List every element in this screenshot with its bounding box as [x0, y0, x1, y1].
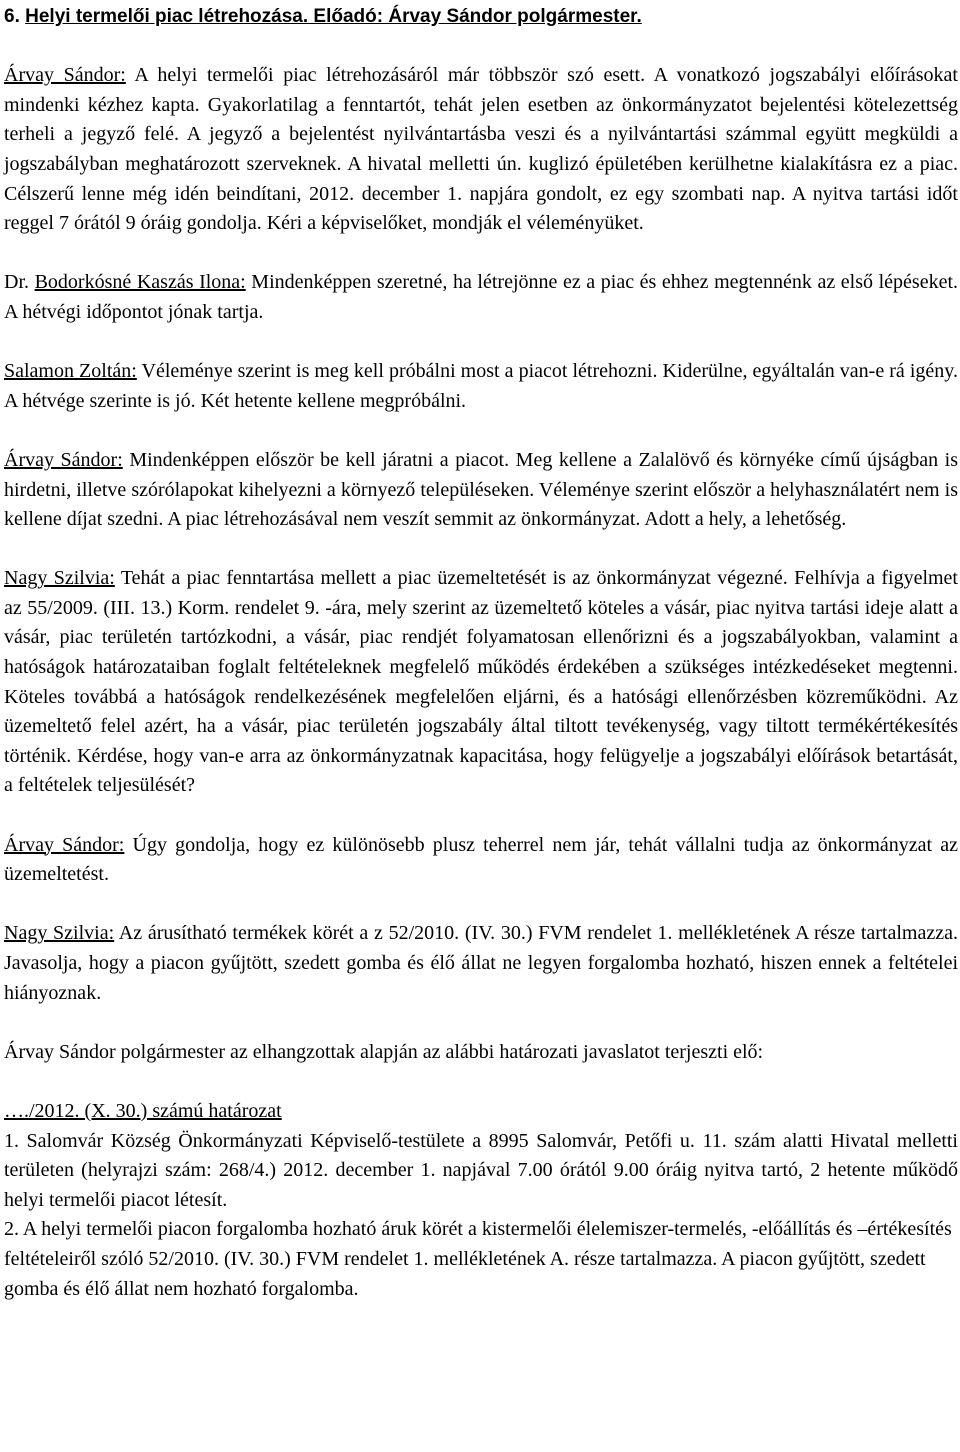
paragraph-salamon — [4, 357, 958, 416]
speaker-name: Bodorkósné Kaszás Ilona: — [34, 271, 246, 294]
speaker-name: Árvay Sándor: — [4, 448, 123, 471]
paragraph-text: Mindenképpen szeretné, ha létrejönne ez a piac és ehhez megtennénk az első lépéseket. A hétvégi időpontot jónak tartja. — [4, 271, 959, 323]
speaker-name: Árvay Sándor: — [4, 833, 125, 856]
paragraph-arvay-2 — [4, 446, 958, 535]
paragraph-bodorkosne — [4, 268, 958, 327]
agenda-number: 6. — [4, 6, 26, 27]
resolution-title — [4, 1097, 958, 1127]
agenda-heading — [4, 2, 958, 32]
paragraph-arvay-3 — [4, 831, 958, 890]
paragraph-text: A helyi termelői piac létrehozásáról már többször szó esett. A vonatkozó jogszabályi előírásokat mindenki kézhez kapta. Gyakorlatilag a fenntartót, tehát jelen esetben az önkormányzatot bejelentési kötelezettség terheli a jegyző felé. A jegyző a bejelentést nyilvántartásba veszi és a nyilvántartási számmal együtt megküldi a jogszabályban meghatározott szerveknek. A hivatal melletti ún. kuglizó épületében kerülhetne kialakításra ez a piac. Célszerű lenne még idén beindítani, 2012. december 1. napjára gondolt, ez egy szombati nap. A nyitva tartási időt reggel 7 órától 9 óráig gondolja. Kéri a képviselőket, mondják el véleményüket. — [4, 64, 958, 235]
speaker-prefix: Dr. — [4, 271, 35, 294]
paragraph-text: Tehát a piac fenntartása mellett a piac üzemeltetését is az önkormányzat végezné. Felhívja a figyelmet az 55/2009. (III. 13.) Korm. rendelet 9. -ára, mely szerint az üzemeltető köteles a vásár, piac nyitva tartási ideje alatt a vásár, piac területén tartózkodni, a vásár, piac rendjét folyamatosan ellenőrizni és a jogszabályokban, valamint a hatóságok határozataiban foglalt feltételeknek megfelelő működés érdekében a szükséges intézkedéseket megtenni. Köteles továbbá a hatóságok rendelkezésének megfelelően eljárni, és a hatósági ellenőrzésben közreműködni. Az üzemeltető felel azért, ha a vásár, piac területén jogszabály által tiltott tevékenység, vagy tiltott termékértékesítés történik. Kérdése, hogy van-e arra az önkormányzatnak kapacitása, hogy felügyelje a jogszabályi előírások betartását, a feltételek teljesülését? — [4, 567, 958, 797]
paragraph-text: Véleménye szerint is meg kell próbálni most a piacot létrehozni. Kiderülne, egyáltalán van-e rá igény. A hétvége szerinte is jó. Két hetente kellene megpróbálni. — [4, 360, 958, 412]
paragraph-nagy-1 — [4, 564, 958, 801]
paragraph-arvay-1 — [4, 61, 958, 239]
speaker-name: Árvay Sándor: — [4, 64, 126, 87]
speaker-name: Nagy Szilvia: — [4, 922, 115, 945]
paragraph-text: Úgy gondolja, hogy ez különösebb plusz teherrel nem jár, tehát vállalni tudja az önkormányzat az üzemeltetést. — [4, 833, 958, 886]
resolution-item-1: 1. Salomvár Község Önkormányzati Képviselő-testülete a 8995 Salomvár, Petőfi u. 11. szám alatti Hivatal melletti területen (helyrajzi szám: 268/4.) 2012. december 1. napjával 7.00 órától 9.00 óráig nyitva tartó, 2 hetente működő helyi termelői piacot létesít. — [4, 1129, 958, 1211]
paragraph-text: Árvay Sándor polgármester az elhangzottak alapján az alábbi határozati javaslatot terjeszti elő: — [4, 1040, 764, 1063]
paragraph-text: Az árusítható termékek körét a z 52/2010. (IV. 30.) FVM rendelet 1. mellékletének A része tartalmazza. Javasolja, hogy a piacon gyűjtött, szedett gomba és élő állat ne legyen forgalomba hozható, hiszen ennek a feltételei hiányoznak. — [4, 922, 958, 1004]
paragraph-proposal-intro — [4, 1038, 958, 1068]
paragraph-text: Mindenképpen először be kell járatni a piacot. Meg kellene a Zalalövő és környéke című újságban is hirdetni, illetve szórólapokat kihelyezni a környező településeken. Véleménye szerint először a helyhasználatért nem is kellene díjat szedni. A piac létrehozásával nem veszít semmit az önkormányzat. Adott a hely, a lehetőség. — [4, 448, 958, 531]
agenda-title: Helyi termelői piac létrehozása. Előadó: Árvay Sándor polgármester. — [25, 6, 642, 27]
paragraph-nagy-2 — [4, 919, 958, 1008]
resolution-item-2: 2. A helyi termelői piacon forgalomba hozható áruk körét a kistermelői élelemiszer-termelés, -előállítás és –értékesítés feltételeiről szóló 52/2010. (IV. 30.) FVM rendelet 1. mellékletének A. része tartalmazza. A piacon gyűjtött, szedett gomba és élő állat nem hozható forgalomba. — [4, 1218, 952, 1300]
speaker-name: Salamon Zoltán: — [4, 360, 137, 383]
speaker-name: Nagy Szilvia: — [4, 567, 115, 590]
resolution-title-text: …./2012. (X. 30.) számú határozat — [4, 1099, 282, 1122]
